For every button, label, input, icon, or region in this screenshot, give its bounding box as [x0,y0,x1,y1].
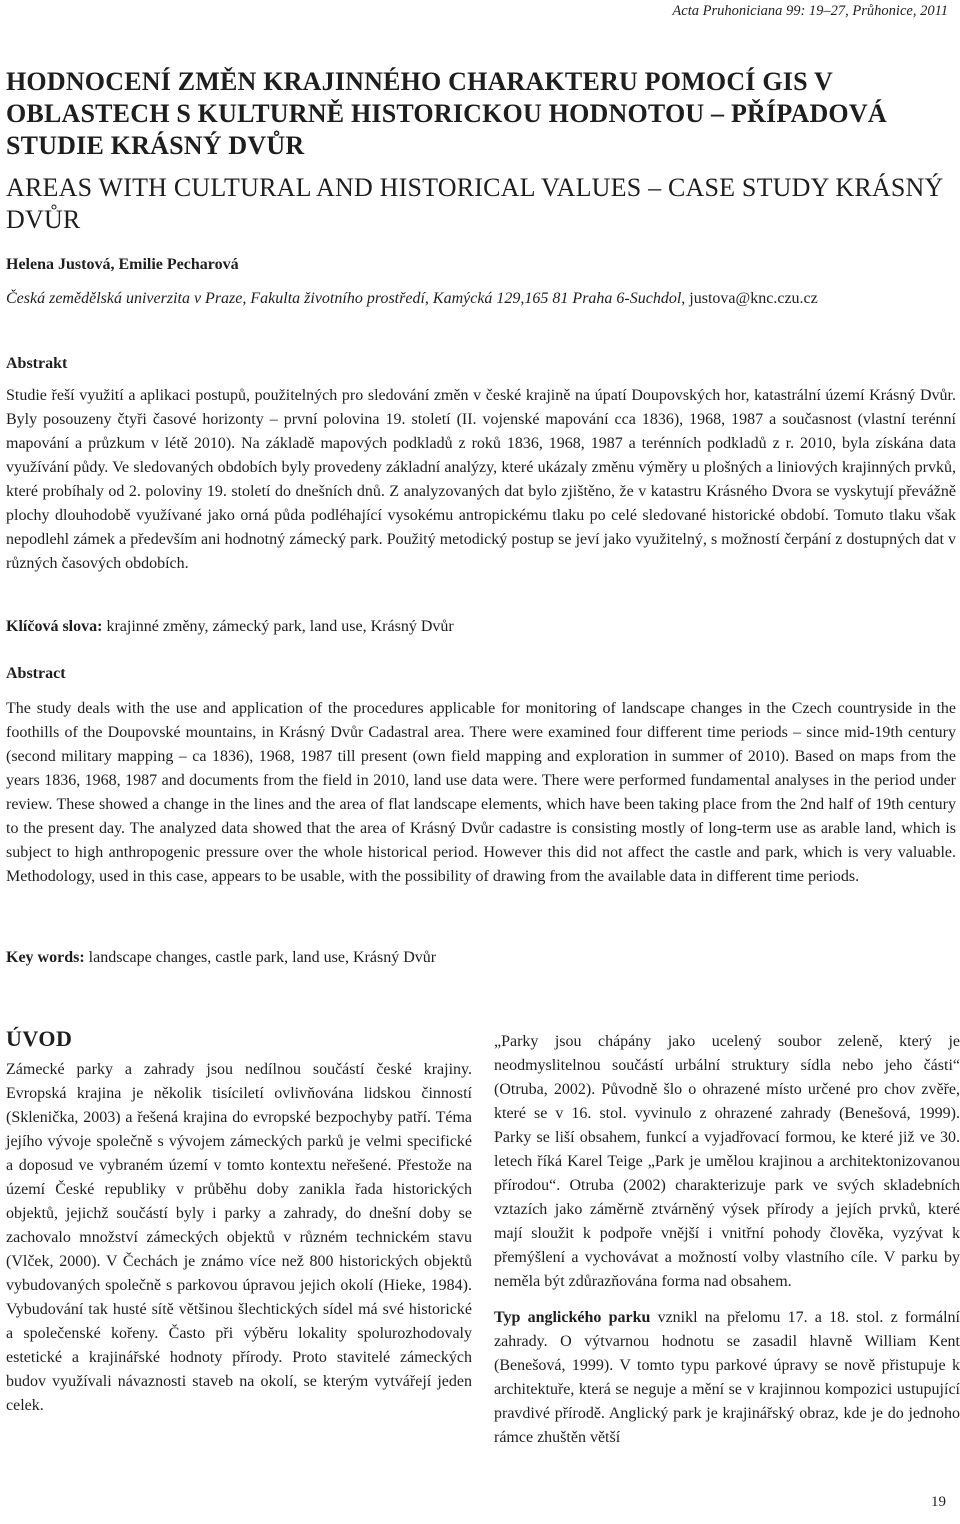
uvod-right-paragraph-1: „Parky jsou chápány jako ucelený soubor zeleně, který je neodmyslitelnou součástí urbální struktury sídla nebo jeho části“ (Otruba, 2002). Původně šlo o ohrazené místo určené pro chov zvěře, které se v 16. stol. vyvinulo z ohrazené zahrady (Benešová, 1999). Parky se liší obsahem, funkcí a vyjadřovací formou, ke které již ve 30. letech říká Karel Teige „Park je umělou krajinou a architektonizovanou přírodou“. Otruba (2002) charakterizuje park ve svých skladebních vztazích jako záměrně ztvárněný výsek přírody a jejích prvků, které mají sloužit k podpoře vnější i vnitřní pohody člověka, vyzývat k přemýšlení a vychovávat a možností volby vlastního cíle. V parku by neměla být zdůrazňována forma nad obsahem. [494,1033,960,1290]
abstrakt-heading: Abstrakt [6,355,68,372]
key-words [6,949,436,967]
uvod-right-paragraph-2 [494,1306,960,1450]
abstract-text: The study deals with the use and application of the procedures applicable for monitoring of landscape changes in the Czech countryside in the foothills of the Doupovské mountains, in Krásný Dvůr Cadastral area. There were examined four different time periods – since mid-19th century (second military mapping – ca 1836), 1968, 1987 till present (own field mapping and exploration in summer of 2010). Based on maps from the years 1836, 1968, 1987 and documents from the field in 2010, land use data were. There were performed fundamental analyses in the period under review. These showed a change in the lines and the area of flat landscape elements, which have been taking place from the 2nd half of 19th century to the present day. The analyzed data showed that the area of Krásný Dvůr cadastre is consisting mostly of long-term use as arable land, which is subject to high anthropogenic pressure over the whole historical period. However this did not affect the castle and park, which is very valuable. Methodology, used in this case, appears to be usable, with the possibility of drawing from the available data in different time periods. [6,700,956,885]
key-words-text: landscape changes, castle park, land use, Krásný Dvůr [84,949,437,966]
klicova-slova-label: Klíčová slova: [6,618,103,635]
abstrakt-text: Studie řeší využití a aplikaci postupů, použitelných pro sledování změn v české krajině na úpatí Doupovských hor, katastrální území Krásný Dvůr. Byly posouzeny čtyři časové horizonty – první polovina 19. století (II. vojenské mapování cca 1836), 1968, 1987 a současnost (vlastní terénní mapování a průzkum v létě 2010). Na základě mapových podkladů z roků 1836, 1968, 1987 a terénních podkladů z r. 2010, byla získána data využívání půdy. Ve sledovaných obdobích byly provedeny základní analýzy, které ukázaly změnu výměry u plošných a liniových krajinných prvků, které probíhaly od 2. poloviny 19. století do dnešních dnů. Z analyzovaných dat bylo zjištěno, že v katastru Krásného Dvora se vyskytují převážně plochy dlouhodobě využívané jako orná půda podléhající vysokému antropickému tlaku po celé sledované historické období. Tomuto tlaku však nepodlehl zámek a především ani hodnotný zámecký park. Použitý metodický postup se jeví jako využitelný, s možností čerpání z dostupných dat v různých časových obdobích. [6,387,956,572]
right-column [494,1030,960,1450]
english-park-term: Typ anglického parku [494,1309,651,1326]
author-email: justova@knc.czu.cz [685,290,818,307]
klicova-slova [6,618,454,636]
running-header: Acta Pruhoniciana 99: 19–27, Průhonice, 2011 [672,3,948,19]
left-column [6,1058,472,1418]
affiliation-address: Česká zemědělská univerzita v Praze, Fakulta životního prostředí, Kamýcká 129,165 81 Praha 6-Suchdol, [6,290,686,307]
uvod-heading: ÚVOD [6,1026,73,1051]
affiliation [6,290,956,308]
klicova-slova-text: krajinné změny, zámecký park, land use, Krásný Dvůr [102,618,454,635]
title-english: AREAS WITH CULTURAL AND HISTORICAL VALUES – CASE STUDY KRÁSNÝ DVŮR [6,173,944,234]
uvod-right-paragraph-2-text: vznikl na přelomu 17. a 18. stol. z formální zahrady. O výtvarnou hodnotu se zasadil hlavně William Kent (Benešová, 1999). V tomto typu parkové úpravy se nově přistupuje k architektuře, která se neguje a mění se v krajinnou kompozici ustupující pravdivé přírodě. Anglický park je krajinářský obraz, kde je do jednoho rámce zhuštěn větší [494,1309,960,1446]
page-number: 19 [931,1494,946,1510]
title-czech: HODNOCENÍ ZMĚN KRAJINNÉHO CHARAKTERU POMOCÍ GIS V OBLASTECH S KULTURNĚ HISTORICKOU HODNOTOU – PŘÍPADOVÁ STUDIE KRÁSNÝ DVŮR [6,67,887,160]
uvod-left-paragraph: Zámecké parky a zahrady jsou nedílnou součástí české krajiny. Evropská krajina je několik tisíciletí ovlivňována lidskou činností (Sklenička, 2003) a řešená krajina do evropské bezpochyby patří. Téma jejího vývoje společně s vývojem zámeckých parků je velmi specifické a doposud ve vybraném území v tomto kontextu neřešené. Přestože na území České republiky v průběhu doby zanikla řada historických objektů, jejichž součástí byly i parky a zahrady, do dnešní doby se zachovalo množství zámeckých objektů v různém technickém stavu (Vlček, 2000). V Čechách je známo více než 800 historických objektů vybudovaných společně s parkovou úpravou jejich okolí (Hieke, 1984). Vybudování tak husté sítě většinou šlechtických sídel má své historické a společenské kořeny. Často při výběru lokality spolurozhodovaly estetické a krajinářské hodnoty přírody. Proto stavitelé zámeckých budov využívali návaznosti staveb na okolí, se kterým vytvářejí jeden celek. [6,1061,472,1414]
authors: Helena Justová, Emilie Pecharová [6,256,239,273]
key-words-label: Key words: [6,949,85,966]
abstract-heading: Abstract [6,665,66,682]
